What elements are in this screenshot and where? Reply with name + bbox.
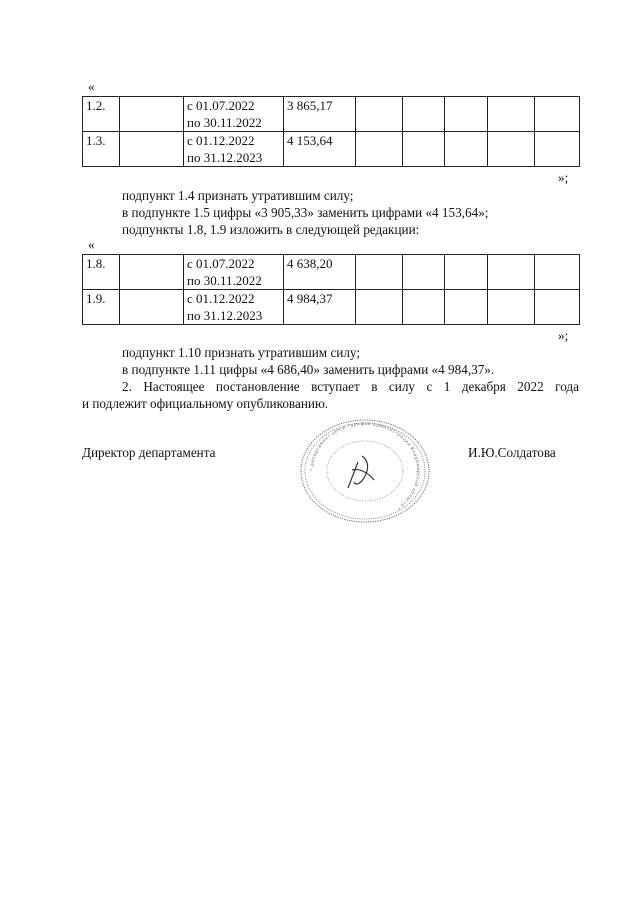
empty-cell <box>488 255 535 290</box>
period-cell <box>184 255 284 290</box>
closing-quote: »; <box>558 170 569 185</box>
stamp-ring-text: * департамент цен и тарифов администрации Владимирской области * <box>309 421 421 511</box>
row-empty-cell <box>120 255 184 290</box>
opening-quote: « <box>88 79 95 94</box>
empty-cell <box>535 290 580 325</box>
empty-cell <box>356 132 403 167</box>
amendment-line: подпункт 1.4 признать утратившим силу; <box>122 188 354 203</box>
period-to: по 30.11.2022 <box>187 273 262 288</box>
period-from: с 01.07.2022 <box>187 256 255 271</box>
empty-cell <box>356 290 403 325</box>
row-empty-cell <box>120 97 184 132</box>
row-number: 1.2. <box>83 97 120 132</box>
table-row <box>83 97 580 132</box>
row-empty-cell <box>120 290 184 325</box>
amendment-line: в подпункте 1.5 цифры «3 905,33» заменить цифрами «4 153,64»; <box>122 205 489 220</box>
price-cell: 4 153,64 <box>284 132 356 167</box>
row-number: 1.9. <box>83 290 120 325</box>
period-to: по 30.11.2022 <box>187 115 262 130</box>
signature-scribble <box>348 456 374 488</box>
opening-quote: « <box>88 237 95 252</box>
empty-cell <box>488 290 535 325</box>
period-cell <box>184 97 284 132</box>
empty-cell <box>445 290 488 325</box>
empty-cell <box>535 97 580 132</box>
empty-cell <box>535 132 580 167</box>
signatory-position: Директор департамента <box>82 445 216 460</box>
clause-2-line-1: 2. Настоящее постановление вступает в силу с 1 декабря 2022 года <box>122 379 579 394</box>
period-to: по 31.12.2023 <box>187 150 263 165</box>
tariff-table-1 <box>82 96 580 167</box>
table-row <box>83 255 580 290</box>
amendment-line: подпункты 1.8, 1.9 изложить в следующей редакции: <box>122 222 420 237</box>
period-from: с 01.12.2022 <box>187 291 255 306</box>
empty-cell <box>403 255 445 290</box>
period-cell <box>184 290 284 325</box>
official-stamp <box>298 418 432 524</box>
empty-cell <box>403 97 445 132</box>
empty-cell <box>488 132 535 167</box>
row-number: 1.3. <box>83 132 120 167</box>
period-from: с 01.12.2022 <box>187 133 255 148</box>
row-number: 1.8. <box>83 255 120 290</box>
empty-cell <box>445 97 488 132</box>
closing-quote: »; <box>558 328 569 343</box>
signatory-name: И.Ю.Солдатова <box>468 445 556 460</box>
clause-2-line-2: и подлежит официальному опубликованию. <box>82 396 329 411</box>
empty-cell <box>356 97 403 132</box>
period-cell <box>184 132 284 167</box>
period-to: по 31.12.2023 <box>187 308 263 323</box>
empty-cell <box>535 255 580 290</box>
amendment-line: в подпункте 1.11 цифры «4 686,40» заменить цифрами «4 984,37». <box>122 362 495 377</box>
empty-cell <box>445 132 488 167</box>
empty-cell <box>488 97 535 132</box>
amendment-line: подпункт 1.10 признать утратившим силу; <box>122 345 361 360</box>
empty-cell <box>356 255 403 290</box>
period-from: с 01.07.2022 <box>187 98 255 113</box>
price-cell: 3 865,17 <box>284 97 356 132</box>
price-cell: 4 984,37 <box>284 290 356 325</box>
tariff-table-2 <box>82 254 580 325</box>
row-empty-cell <box>120 132 184 167</box>
table-row <box>83 132 580 167</box>
price-cell: 4 638,20 <box>284 255 356 290</box>
empty-cell <box>403 290 445 325</box>
table-row <box>83 290 580 325</box>
empty-cell <box>403 132 445 167</box>
empty-cell <box>445 255 488 290</box>
